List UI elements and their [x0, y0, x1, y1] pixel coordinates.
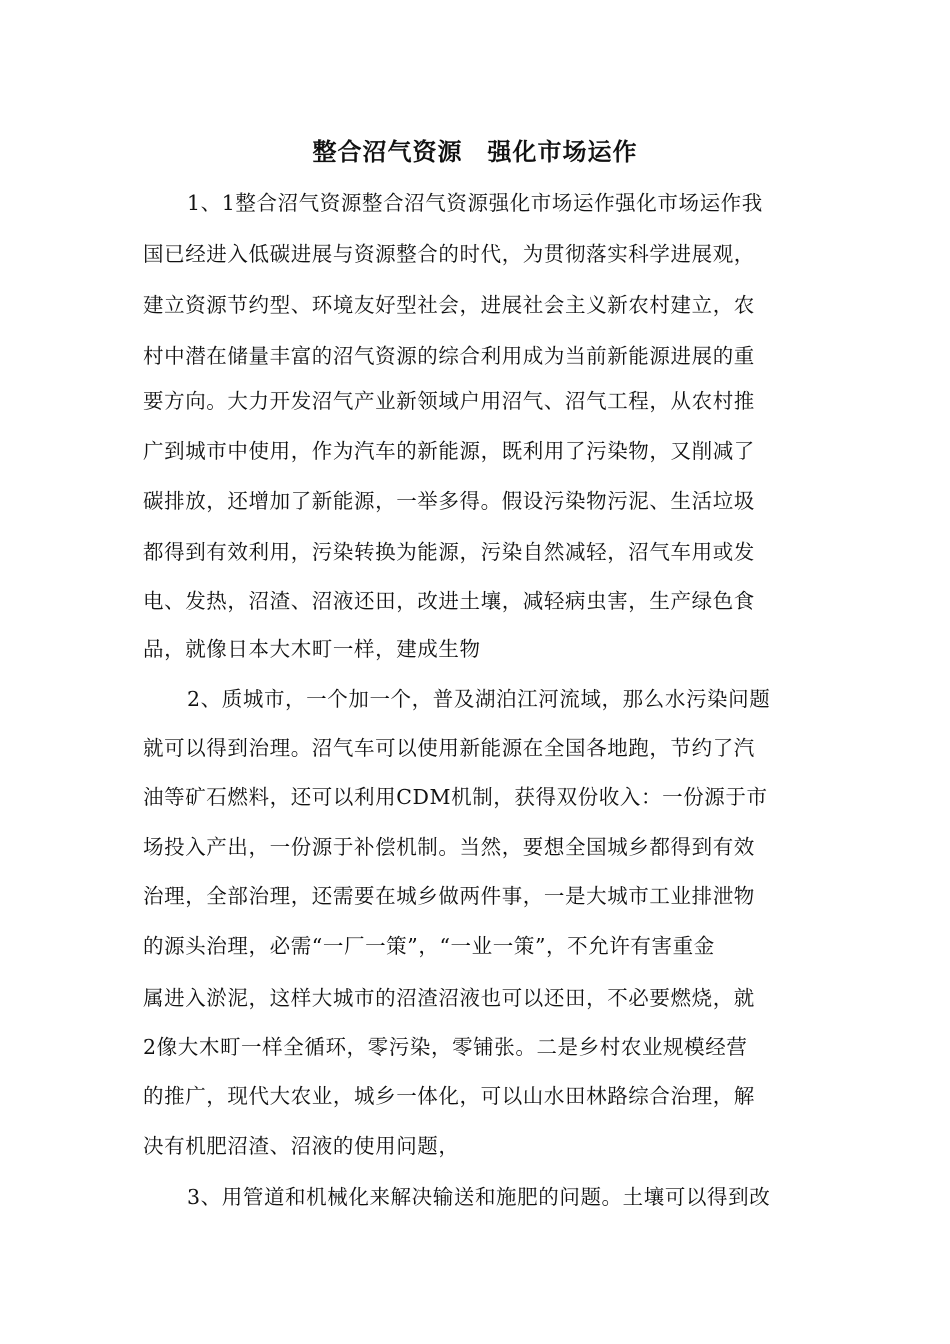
paragraph-1-line-8: 都得到有效利用，污染转换为能源，污染自然减轻，沼气车用或发 [143, 540, 755, 564]
paragraph-1-line-7: 碳排放，还增加了新能源，一举多得。假设污染物污泥、生活垃圾 [143, 489, 755, 513]
paragraph-2-line-10: 决有机肥沼渣、沼液的使用问题， [143, 1134, 460, 1158]
paragraph-1-line-5: 要方向。大力开发沼气产业新领域户用沼气、沼气工程，从农村推 [143, 389, 755, 413]
paragraph-2-line-6: 的源头治理，必需“一厂一策”，“一业一策”，不允许有害重金 [143, 934, 715, 958]
paragraph-1-line-6: 广到城市中使用，作为汽车的新能源，既利用了污染物，又削减了 [143, 439, 755, 463]
paragraph-1-line-1: 1、1整合沼气资源整合沼气资源强化市场运作强化市场运作我 [187, 191, 763, 215]
paragraph-2-line-4: 场投入产出，一份源于补偿机制。当然，要想全国城乡都得到有效 [143, 835, 755, 859]
paragraph-2-line-8: 2像大木町一样全循环，零污染，零铺张。二是乡村农业规模经营 [143, 1035, 748, 1059]
paragraph-1-line-10: 品，就像日本大木町一样，建成生物 [143, 637, 481, 661]
paragraph-2-line-3: 油等矿石燃料，还可以利用CDM机制，获得双份收入：一份源于市 [143, 785, 768, 809]
paragraph-2-line-1: 2、质城市，一个加一个，普及湖泊江河流域，那么水污染问题 [187, 687, 771, 711]
paragraph-1-line-9: 电、发热，沼渣、沼液还田，改进土壤，减轻病虫害，生产绿色食 [143, 589, 755, 613]
document-title: 整合沼气资源 强化市场运作 [312, 137, 638, 166]
paragraph-1-line-2: 国已经进入低碳进展与资源整合的时代，为贯彻落实科学进展观， [143, 242, 755, 266]
paragraph-3-line-1: 3、用管道和机械化来解决输送和施肥的问题。土壤可以得到改 [187, 1185, 771, 1209]
paragraph-2-line-5: 治理，全部治理，还需要在城乡做两件事，一是大城市工业排泄物 [143, 884, 755, 908]
paragraph-1-line-3: 建立资源节约型、环境友好型社会，进展社会主义新农村建立，农 [143, 293, 755, 317]
paragraph-2-line-9: 的推广，现代大农业，城乡一体化，可以山水田林路综合治理，解 [143, 1084, 755, 1108]
paragraph-1-line-4: 村中潜在储量丰富的沼气资源的综合利用成为当前新能源进展的重 [143, 344, 755, 368]
paragraph-2-line-2: 就可以得到治理。沼气车可以使用新能源在全国各地跑，节约了汽 [143, 736, 755, 760]
paragraph-2-line-7: 属进入淤泥，这样大城市的沼渣沼液也可以还田，不必要燃烧，就 [143, 986, 755, 1010]
